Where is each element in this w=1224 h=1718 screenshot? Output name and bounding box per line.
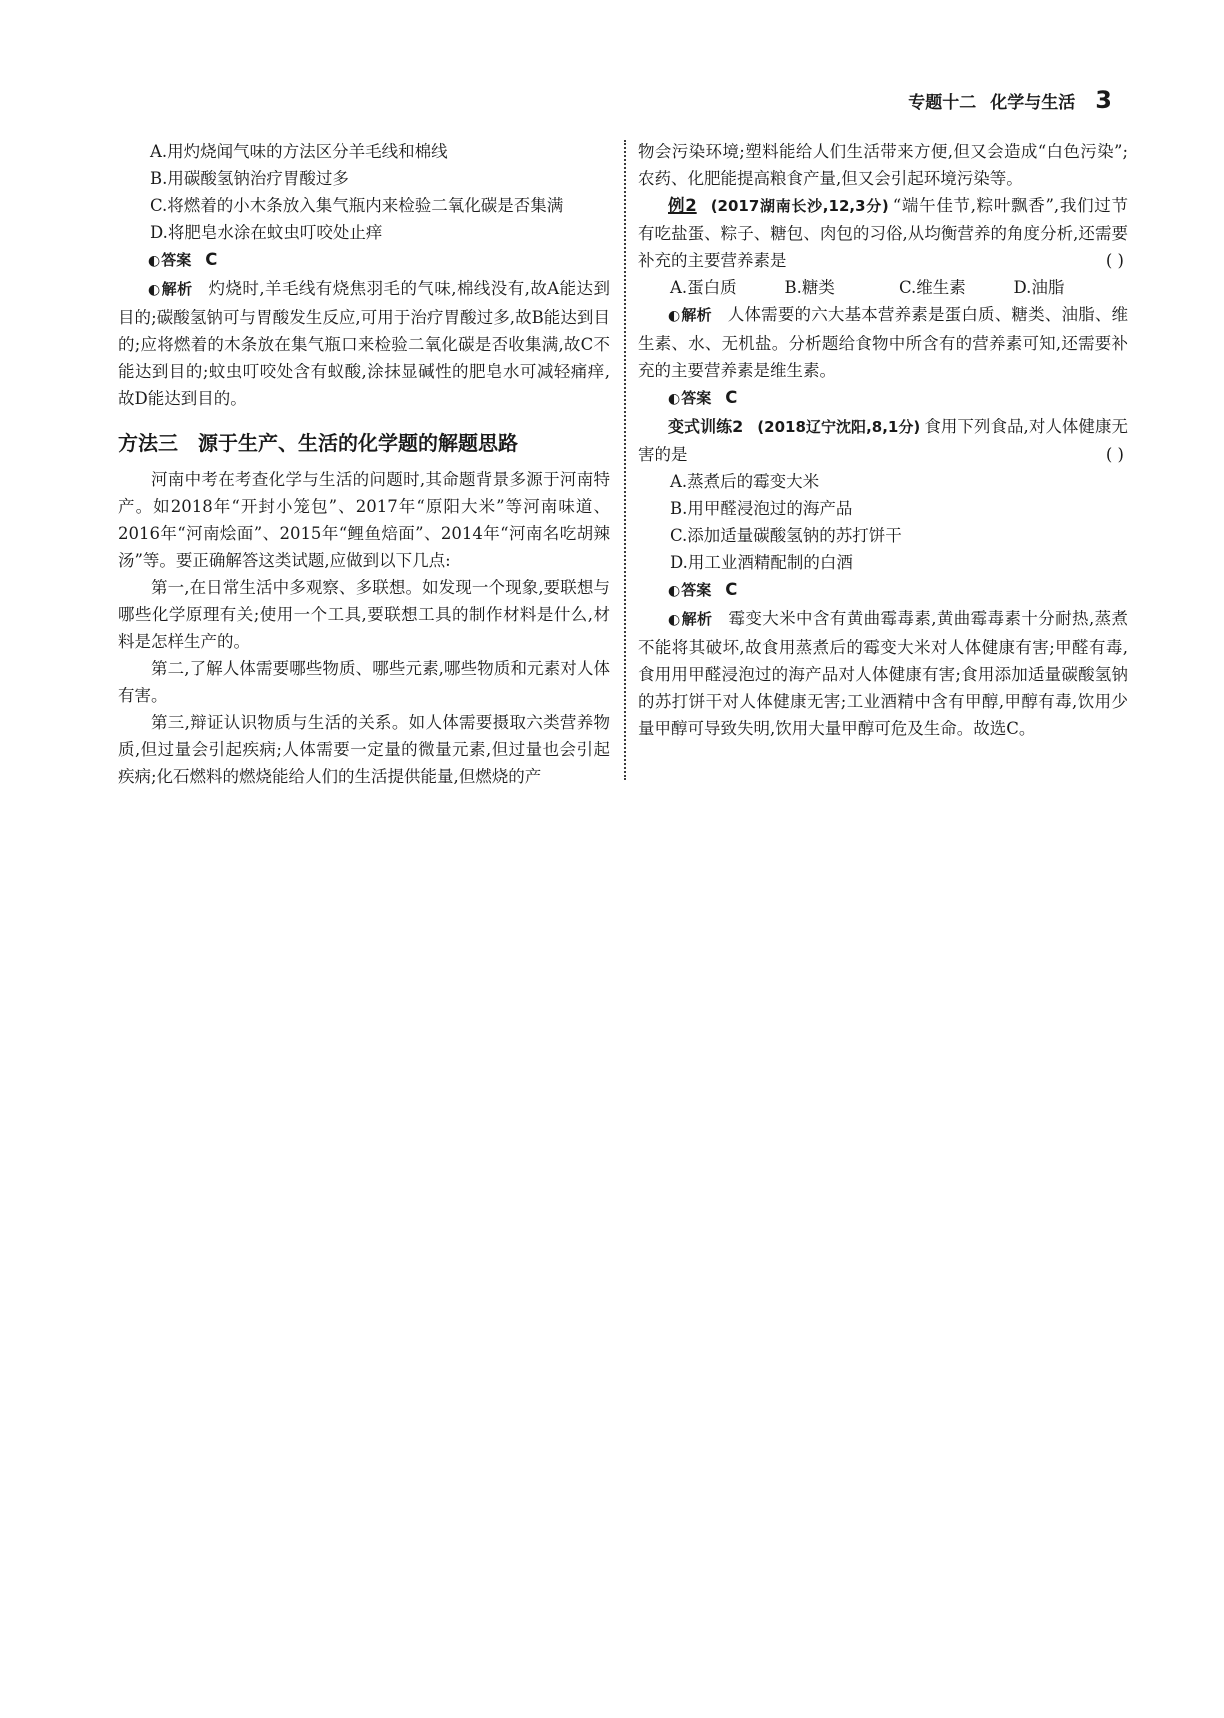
example-option-b: B.糖类: [784, 278, 835, 297]
variant-stem: [638, 413, 1128, 468]
variant-source: (2018辽宁沈阳,8,1分): [757, 418, 921, 436]
column-divider: [624, 140, 626, 780]
method-paragraph-1: 河南中考在考查化学与生活的问题时,其命题背景多源于河南特产。如2018年“开封小笼包”、2017年“原阳大米”等河南味道、2016年“河南烩面”、2015年“鲤鱼焙面”、2014年“河南名吃胡辣汤”等。要正确解答这类试题,应做到以下几点:: [118, 470, 610, 570]
option-b: B.用碳酸氢钠治疗胃酸过多: [150, 169, 349, 188]
variant-answer-paren: ( ): [1105, 445, 1124, 464]
chapter-heading: [908, 88, 1075, 113]
chapter-number: 专题十二: [908, 92, 977, 113]
chapter-title: 化学与生活: [990, 92, 1076, 113]
left-column: [118, 138, 610, 790]
example-stem: [638, 192, 1128, 274]
answer-paren: ( ): [1105, 251, 1124, 270]
option-d: D.将肥皂水涂在蚊虫叮咬处止痒: [150, 223, 383, 242]
method-paragraph-2: 第一,在日常生活中多观察、多联想。如发现一个现象,要联想与哪些化学原理有关;使用一个工具,要联想工具的制作材料是什么,材料是怎样生产的。: [118, 578, 610, 651]
variant-option-a: A.蒸煮后的霉变大米: [670, 472, 820, 491]
example-options: [638, 274, 1128, 301]
example-answer-tag: ◐答案: [668, 389, 712, 407]
analysis-text: 灼烧时,羊毛线有烧焦羽毛的气味,棉线没有,故A能达到目的;碳酸氢钠可与胃酸发生反应,可用于治疗胃酸过多,故B能达到目的;应将燃着的木条放在集气瓶口来检验二氧化碳是否收集满,故C不能达到目的;蚊虫叮咬处含有蚁酸,涂抹显碱性的肥皂水可减轻痛痒,故D能达到目的。: [118, 279, 610, 408]
method-paragraph-4: 第三,辩证认识物质与生活的关系。如人体需要摄取六类营养物质,但过量会引起疾病;人体需要一定量的微量元素,但过量也会引起疾病;化石燃料的燃烧能给人们的生活提供能量,但燃烧的产: [118, 713, 610, 786]
method-heading: [118, 428, 610, 458]
variant-label: 变式训练2: [668, 417, 744, 436]
analysis-paragraph: [118, 275, 610, 412]
example-analysis-text: 人体需要的六大基本营养素是蛋白质、糖类、油脂、维生素、水、无机盐。分析题给食物中所含有的营养素可知,还需要补充的主要营养素是维生素。: [638, 305, 1128, 380]
variant-answer-value: C: [725, 580, 738, 599]
variant-analysis-tag: ◐解析: [668, 610, 713, 628]
example-label: 例2: [668, 196, 697, 215]
page-number: 3: [1095, 86, 1112, 114]
example-option-c: C.维生素: [899, 278, 966, 297]
analysis-tag: ◐解析: [148, 280, 193, 298]
example-answer-line: [638, 384, 1128, 413]
example-answer-value: C: [725, 388, 738, 407]
right-column: [638, 138, 1128, 742]
method-paragraph-3: 第二,了解人体需要哪些物质、哪些元素,哪些物质和元素对人体有害。: [118, 659, 610, 705]
variant-stem-text: 食用下列食品,对人体健康无害的是: [638, 417, 1129, 464]
answer-value: C: [205, 250, 218, 269]
variant-answer-line: [638, 576, 1128, 605]
example-analysis-mark-icon: ◐: [668, 308, 681, 324]
continuation-paragraph: 物会污染环境;塑料能给人们生活带来方便,但又会造成“白色污染”;农药、化肥能提高粮食产量,但又会引起环境污染等。: [638, 142, 1128, 188]
method-title: 源于生产、生活的化学题的解题思路: [198, 431, 518, 455]
method-label: 方法三: [118, 431, 178, 455]
running-header: [908, 86, 1112, 114]
variant-analysis-mark-icon: ◐: [668, 612, 681, 628]
example-source: (2017湖南长沙,12,3分): [710, 197, 889, 215]
variant-option-d: D.用工业酒精配制的白酒: [670, 553, 853, 572]
variant-analysis: [638, 605, 1128, 742]
example-analysis-tag: ◐解析: [668, 306, 712, 324]
example-analysis: [638, 301, 1128, 384]
answer-tag: ◐答案: [148, 251, 192, 269]
example-option-a: A.蛋白质: [670, 278, 737, 297]
option-a: A.用灼烧闻气味的方法区分羊毛线和棉线: [150, 142, 448, 161]
variant-option-c: C.添加适量碳酸氢钠的苏打饼干: [670, 526, 902, 545]
example-option-d: D.油脂: [1013, 278, 1065, 297]
variant-answer-mark-icon: ◐: [668, 583, 681, 599]
variant-analysis-text: 霉变大米中含有黄曲霉毒素,黄曲霉毒素十分耐热,蒸煮不能将其破坏,故食用蒸煮后的霉变大米对人体健康有害;甲醛有毒,食用用甲醛浸泡过的海产品对人体健康有害;食用添加适量碳酸氢钠的苏打饼干对人体健康无害;工业酒精中含有甲醇,甲醇有毒,饮用少量甲醇可导致失明,饮用大量甲醇可危及生命。故选C。: [638, 609, 1128, 738]
example-stem-text: “端午佳节,粽叶飘香”,我们过节有吃盐蛋、粽子、糖包、肉包的习俗,从均衡营养的角度分析,还需要补充的主要营养素是: [638, 196, 1128, 270]
analysis-mark-icon: ◐: [148, 282, 161, 298]
answer-mark-icon: ◐: [148, 253, 161, 269]
example-answer-mark-icon: ◐: [668, 391, 681, 407]
answer-line: [118, 246, 610, 275]
variant-answer-tag: ◐答案: [668, 581, 712, 599]
variant-option-b: B.用甲醛浸泡过的海产品: [670, 499, 853, 518]
option-c: C.将燃着的小木条放入集气瓶内来检验二氧化碳是否集满: [150, 196, 564, 215]
